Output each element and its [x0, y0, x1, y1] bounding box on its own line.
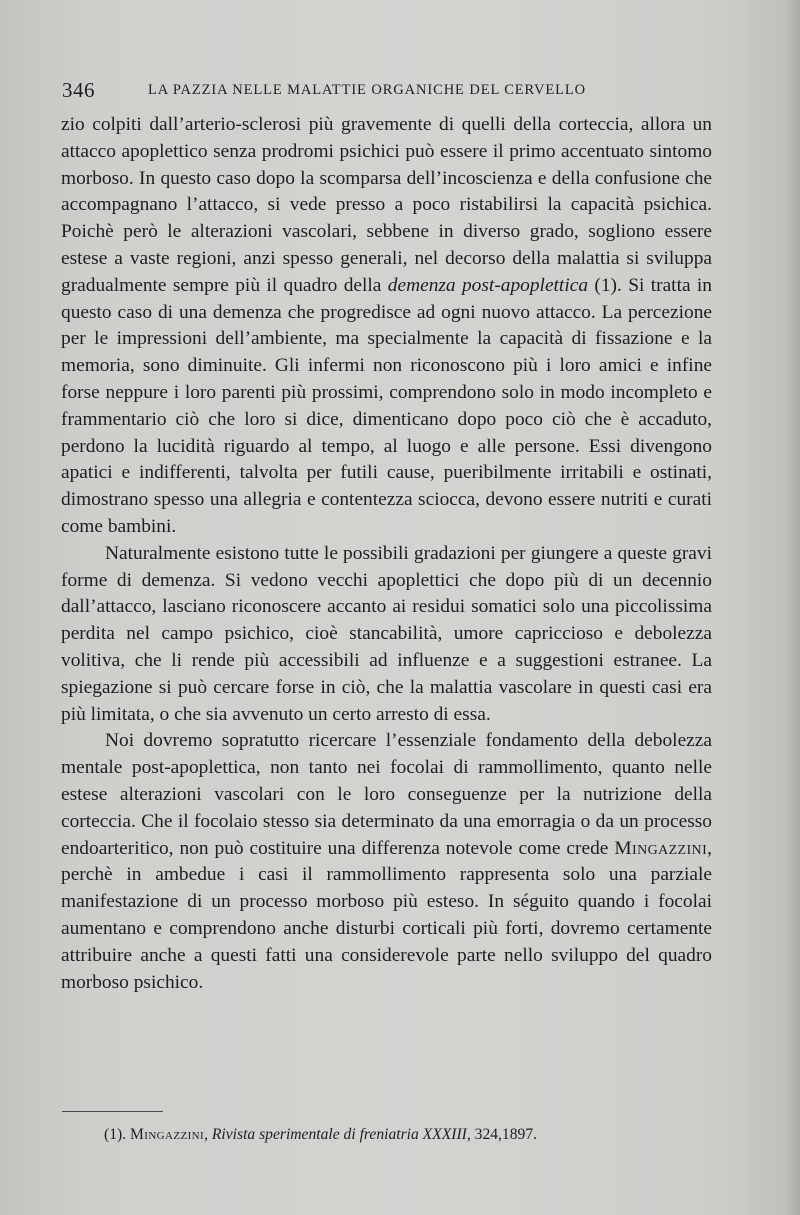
paragraph-3-text-b: , perchè in ambedue i casi il rammollimento rappresenta solo una parziale manifestazione di un processo morboso più esteso. In séguito quando i focolai aumentano e comprendono anche disturbi corticali più forti, dovremo certamente attribuire anche a questi fatti una considerevole parte nello sviluppo del quadro morboso psichico.: [61, 837, 712, 993]
emphasis-demenza-post-apoplettica: demenza post-apoplettica: [387, 274, 589, 296]
paragraph-3-text-a: Noi dovremo sopratutto ricercare l’essenziale fondamento della debolezza mentale post-apoplettica, non tanto nei focolai di rammollimento, quanto nelle estese alterazioni vascolari con le loro conseguenze per la nutrizione della corteccia. Che il focolaio stesso sia determinato da una emorragia o da un processo endoarteritico, non può costituire una differenza notevole come crede: [61, 730, 712, 859]
footnote-separator: [62, 1111, 163, 1112]
page-edge-shadow: [786, 0, 800, 1215]
paragraph-2-text: Naturalmente esistono tutte le possibili gradazioni per giungere a queste gravi forme di demenza. Si vedono vecchi apoplettici che dopo più di un decennio dall’attacco, lasciano riconoscere accanto ai residui somatici solo una piccolissima perdita nel campo psichico, cioè stancabilità, umore capriccioso e debolezza volitiva, che li rende più accessibili ad influenze e a suggestioni estranee. La spiegazione si può cercare forse in ciò, che la malattia vascolare in questi casi era più limitata, o che sia avvenuto un certo arresto di essa.: [61, 542, 712, 725]
paragraph-1-text-a: zio colpiti dall’arterio-sclerosi più gravemente di quelli della corteccia, allora un attacco apoplettico senza prodromi psichici può essere il primo accentuato sintomo morboso. In questo caso dopo la scomparsa dell’incoscienza e della confusione che accompagnano l’attacco, si vede presso a poco ristabilirsi la capacità psichica. Poichè però le alterazioni vascolari, sebbene in diverso grado, sogliono essere estese a vaste regioni, anzi spesso generali, nel decorso della malattia si sviluppa gradualmente sempre più il quadro della: [61, 114, 712, 296]
running-head-title: LA PAZZIA NELLE MALATTIE ORGANICHE DEL CERVELLO: [148, 82, 586, 98]
paragraph-2: [61, 541, 712, 729]
running-head: [62, 78, 722, 106]
footnote-author: Mingazzini: [130, 1126, 205, 1143]
paragraph-1: [61, 112, 712, 541]
author-name-mingazzini: Mingazzini: [614, 837, 708, 859]
footnote: [104, 1124, 704, 1146]
footnote-separator-comma: ,: [204, 1126, 208, 1143]
paragraph-3: [61, 728, 712, 996]
footnote-journal: Rivista sperimentale di freniatria XXXIII,: [211, 1126, 471, 1143]
footnote-marker: (1).: [104, 1126, 127, 1143]
page-number: 346: [62, 78, 95, 102]
footnote-citation: 324,1897.: [474, 1126, 538, 1143]
paragraph-1-text-b: (1). Si tratta in questo caso di una demenza che progredisce ad ogni nuovo attacco. La percezione per le impressioni dell’ambiente, ma specialmente la capacità di fissazione e la memoria, sono diminuite. Gli infermi non riconoscono più i loro amici e infine forse neppure i loro parenti più prossimi, comprendono solo in modo incompleto e frammentario ciò che loro si dice, dimenticano dopo poco ciò che è accaduto, perdono la lucidità riguardo al tempo, al luogo e alle persone. Essi divengono apatici e indifferenti, talvolta per futili cause, pueribilmente irritabili e ostinati, dimostrano spesso una allegria e contentezza sciocca, devono essere nutriti e curati come bambini.: [61, 274, 713, 537]
body-text: [61, 112, 712, 996]
